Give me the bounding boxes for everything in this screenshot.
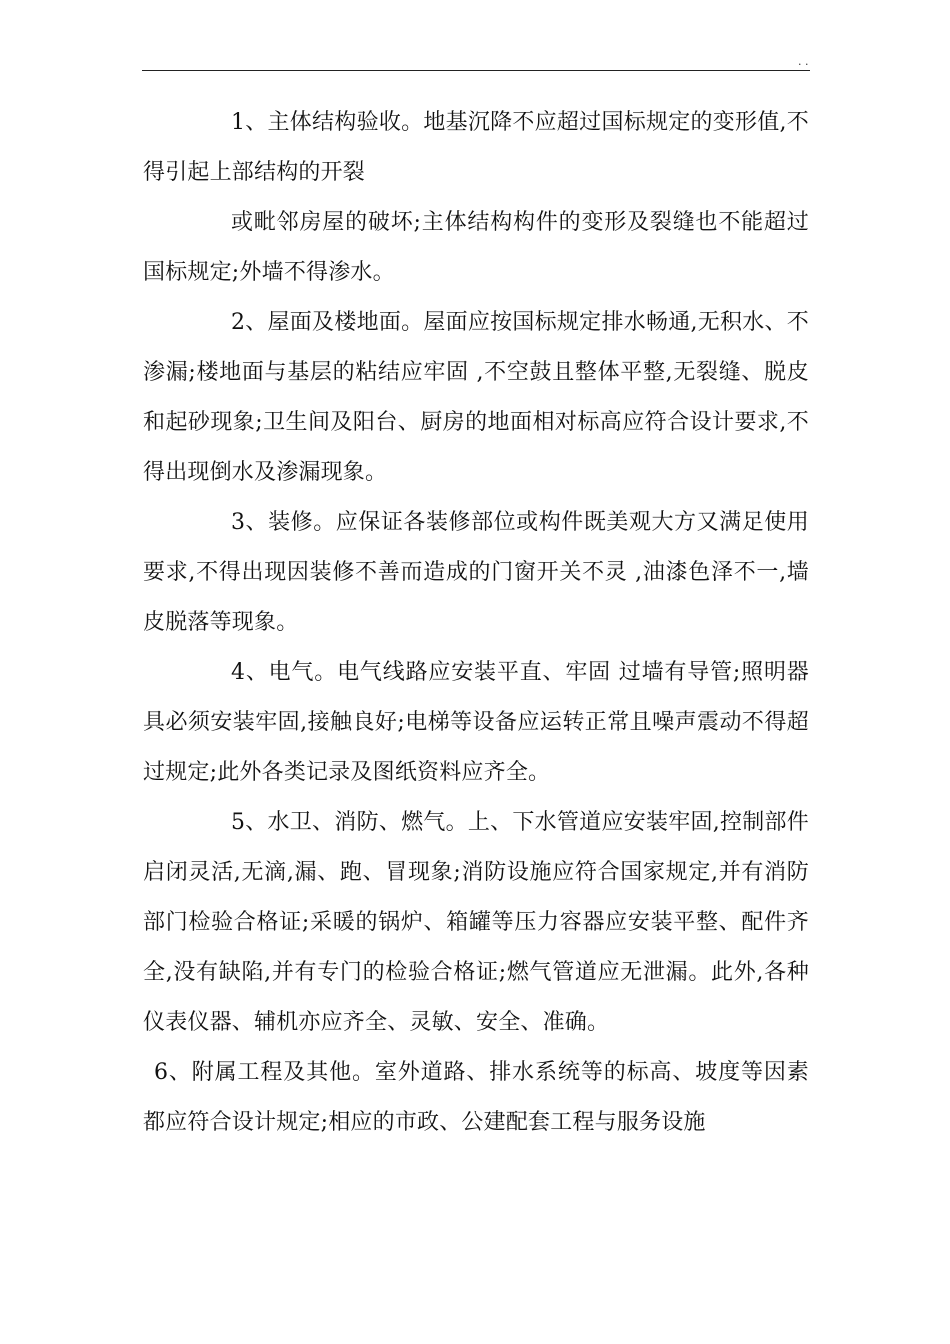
paragraph-6: 5、水卫、消防、燃气。上、下水管道应安装牢固,控制部件启闭灵活,无滴,漏、跑、冒现象;消防设施应符合国家规定,并有消防部门检验合格证;采暖的锅炉、箱罐等压力容器应安装平整、配件齐全,没有缺陷,并有专门的检验合格证;燃气管道应无泄漏。此外,各种仪表仪器、辅机亦应齐全、灵敏、安全、准确。 bbox=[143, 810, 809, 1035]
paragraph-5: 4、电气。电气线路应安装平直、牢固 过墙有导管;照明器具必须安装牢固,接触良好;电梯等设备应运转正常且噪声震动不得超过规定;此外各类记录及图纸资料应齐全。 bbox=[143, 660, 809, 785]
header-mark: . . bbox=[798, 55, 809, 68]
paragraph-7: 6、附属工程及其他。室外道路、排水系统等的标高、坡度等因素都应符合设计规定;相应的市政、公建配套工程与服务设施 bbox=[143, 1060, 809, 1135]
header-rule bbox=[142, 70, 810, 71]
document-body bbox=[143, 98, 809, 1148]
paragraph-4: 3、装修。应保证各装修部位或构件既美观大方又满足使用要求,不得出现因装修不善而造成的门窗开关不灵 ,油漆色泽不一,墙皮脱落等现象。 bbox=[143, 510, 809, 635]
paragraph-2: 或毗邻房屋的破坏;主体结构构件的变形及裂缝也不能超过国标规定;外墙不得渗水。 bbox=[143, 210, 809, 285]
paragraph-1: 1、主体结构验收。地基沉降不应超过国标规定的变形值,不得引起上部结构的开裂 bbox=[143, 110, 809, 185]
paragraph-3: 2、屋面及楼地面。屋面应按国标规定排水畅通,无积水、不渗漏;楼地面与基层的粘结应牢固 ,不空鼓且整体平整,无裂缝、脱皮和起砂现象;卫生间及阳台、厨房的地面相对标高应符合设计要求,不得出现倒水及渗漏现象。 bbox=[143, 310, 809, 485]
